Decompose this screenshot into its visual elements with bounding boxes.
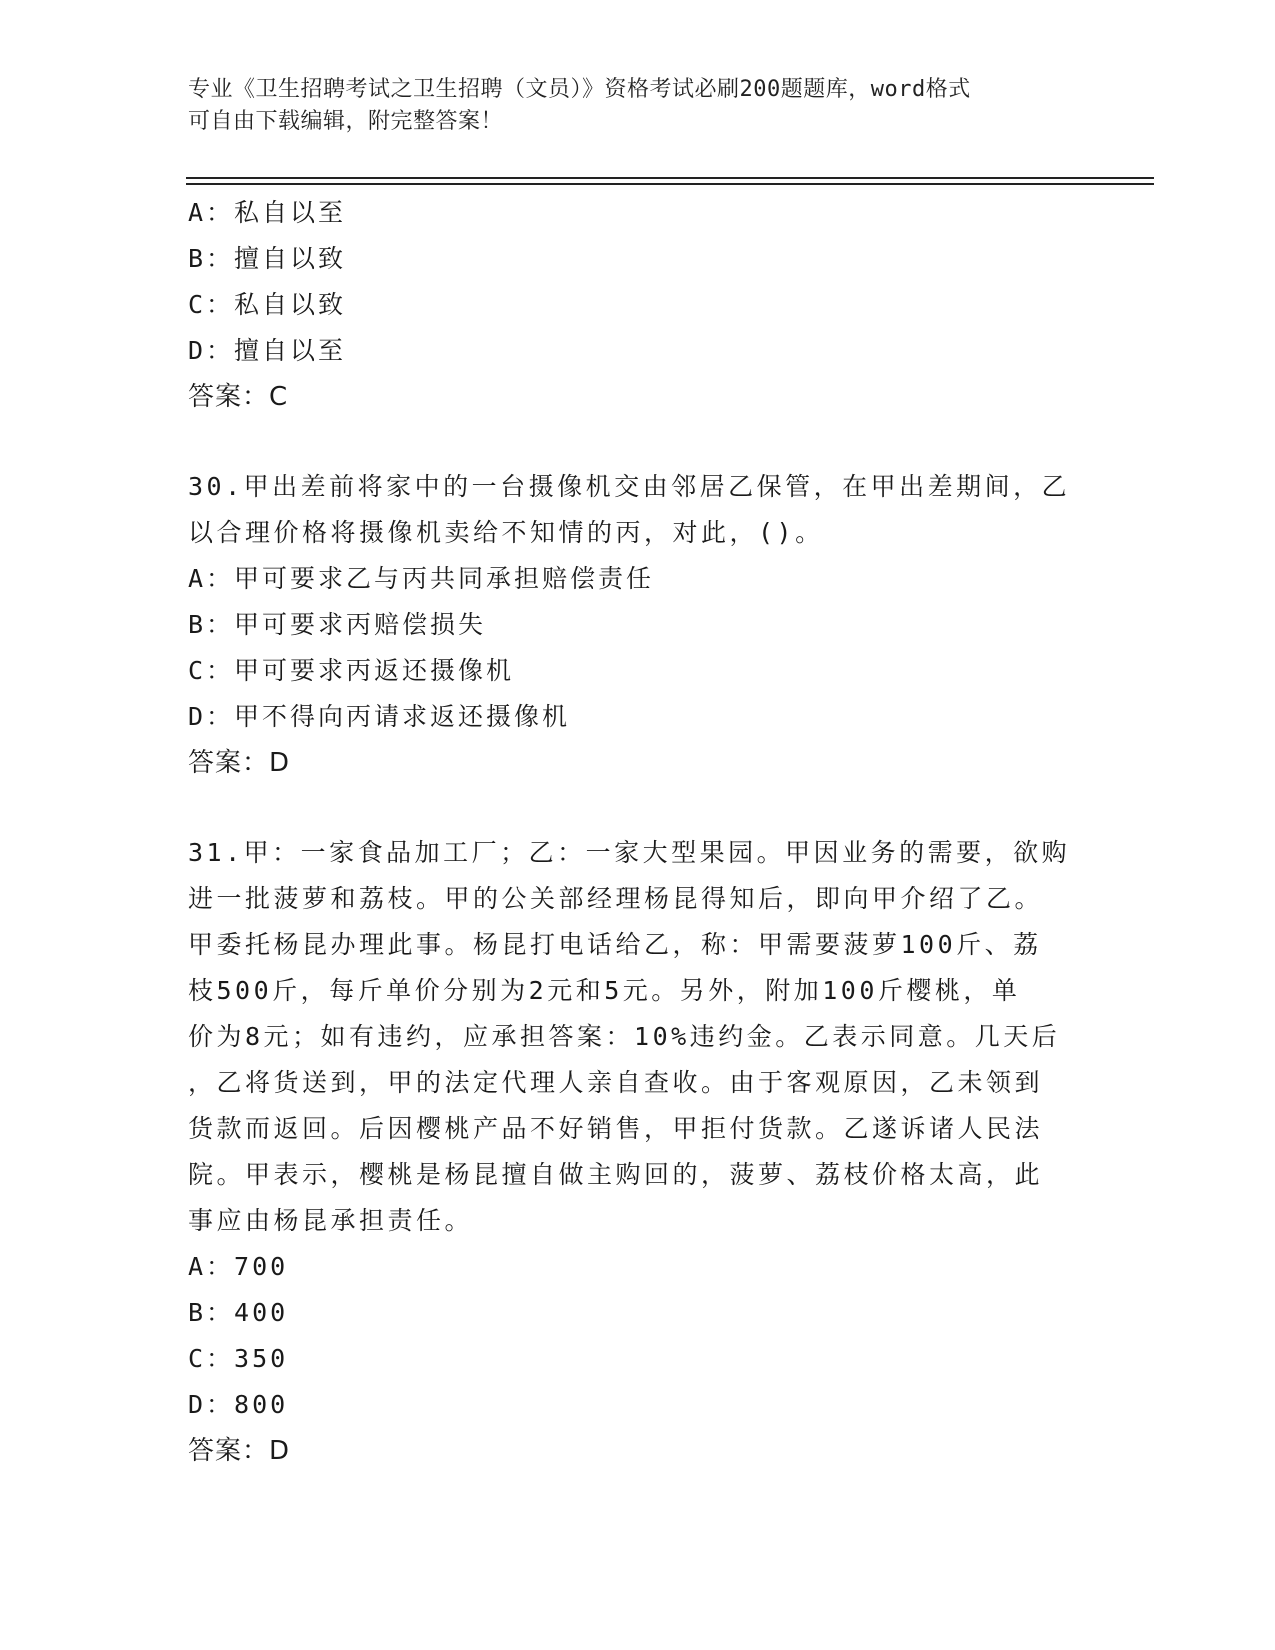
option-c: C：私自以致: [188, 290, 347, 319]
option-b: B：甲可要求丙赔偿损失: [188, 610, 487, 639]
spacer: [188, 786, 1088, 830]
option-c: C：350: [188, 1344, 289, 1373]
answer-line: 答案：C: [188, 382, 289, 412]
question-stem: [188, 464, 1088, 556]
document-body: [188, 190, 1088, 1474]
spacer: [188, 420, 1088, 464]
option-a: A：私自以至: [188, 198, 347, 227]
stem-line: 进一批菠萝和荔枝。甲的公关部经理杨昆得知后，即向甲介绍了乙。: [188, 884, 1044, 913]
header-line-2: 可自由下载编辑，附完整答案！: [188, 109, 504, 134]
option-a: A：700: [188, 1252, 289, 1281]
option-d: D：800: [188, 1390, 289, 1419]
stem-line: 31.甲：一家食品加工厂；乙：一家大型果园。甲因业务的需要，欲购: [188, 838, 1071, 867]
header-line-1: 专业《卫生招聘考试之卫生招聘（文员）》资格考试必刷200题题库，word格式: [188, 77, 971, 102]
option-d: D：甲不得向丙请求返还摄像机: [188, 702, 571, 731]
question-30: [188, 464, 1088, 786]
stem-line: 价为8元；如有违约，应承担答案：10%违约金。乙表示同意。几天后: [188, 1022, 1061, 1051]
stem-line: 院。甲表示，樱桃是杨昆擅自做主购回的，菠萝、荔枝价格太高，此: [188, 1160, 1044, 1189]
question-31: [188, 830, 1088, 1474]
answer-line: 答案：D: [188, 748, 291, 778]
question-29: [188, 190, 1088, 420]
option-a: A：甲可要求乙与丙共同承担赔偿责任: [188, 564, 655, 593]
header-divider-top: [186, 177, 1154, 179]
answer-line: 答案：D: [188, 1436, 291, 1466]
stem-line: 以合理价格将摄像机卖给不知情的丙，对此，()。: [188, 518, 824, 547]
header-divider-bottom: [186, 183, 1154, 185]
option-d: D：擅自以至: [188, 336, 347, 365]
stem-line: 30.甲出差前将家中的一台摄像机交由邻居乙保管，在甲出差期间，乙: [188, 472, 1071, 501]
stem-line: 甲委托杨昆办理此事。杨昆打电话给乙，称：甲需要菠萝100斤、荔: [188, 930, 1042, 959]
stem-line: 事应由杨昆承担责任。: [188, 1206, 474, 1235]
stem-line: ，乙将货送到，甲的法定代理人亲自查收。由于客观原因，乙未领到: [188, 1068, 1044, 1097]
option-c: C：甲可要求丙返还摄像机: [188, 656, 515, 685]
document-header: [188, 74, 1068, 138]
option-b: B：擅自以致: [188, 244, 347, 273]
option-b: B：400: [188, 1298, 289, 1327]
stem-line: 货款而返回。后因樱桃产品不好销售，甲拒付货款。乙遂诉诸人民法: [188, 1114, 1044, 1143]
question-stem: [188, 830, 1088, 1244]
stem-line: 枝500斤，每斤单价分别为2元和5元。另外，附加100斤樱桃，单: [188, 976, 1021, 1005]
